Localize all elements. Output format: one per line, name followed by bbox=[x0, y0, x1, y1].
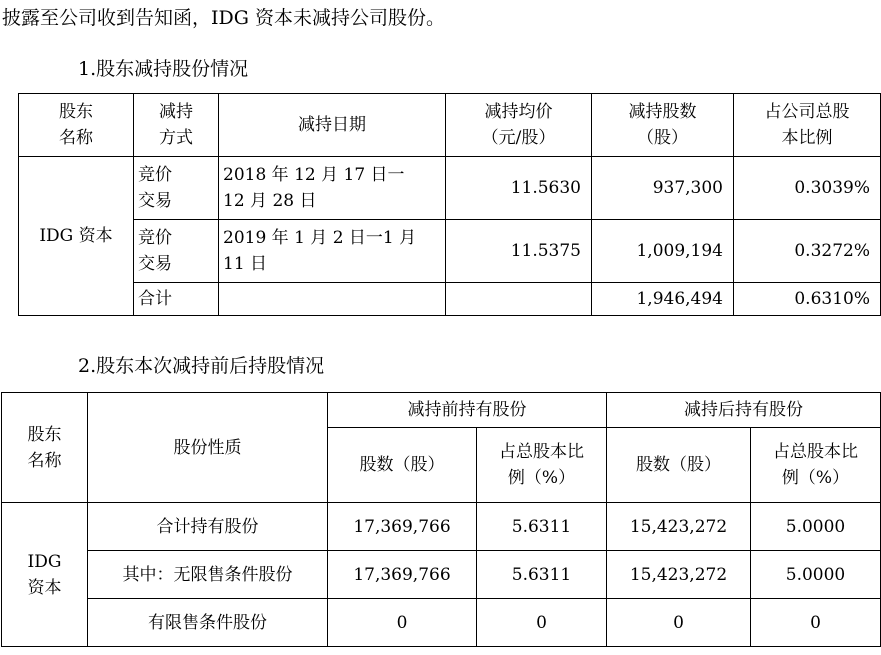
before-ratio-cell: 0 bbox=[477, 599, 607, 647]
nature-cell: 有限售条件股份 bbox=[88, 599, 328, 647]
header-before-shares: 股数（股） bbox=[328, 428, 477, 503]
before-shares-cell: 17,369,766 bbox=[328, 551, 477, 599]
before-shares-cell: 0 bbox=[328, 599, 477, 647]
total-date bbox=[219, 283, 446, 316]
after-ratio-cell: 0 bbox=[751, 599, 881, 647]
header-row bbox=[2, 393, 881, 428]
before-ratio-cell: 5.6311 bbox=[477, 503, 607, 551]
after-ratio-cell: 5.0000 bbox=[751, 551, 881, 599]
nature-cell: 合计持有股份 bbox=[88, 503, 328, 551]
method-cell: 竞价 交易 bbox=[134, 157, 219, 220]
total-shares: 1,946,494 bbox=[592, 283, 734, 316]
table-row bbox=[19, 220, 881, 283]
table-row bbox=[19, 157, 881, 220]
header-holder-name: 股东 名称 bbox=[19, 94, 134, 157]
intro-text: 披露至公司收到告知函，IDG 资本未减持公司股份。 bbox=[2, 7, 445, 29]
section2-title: 2.股东本次减持前后持股情况 bbox=[78, 355, 325, 377]
section1-title: 1.股东减持股份情况 bbox=[78, 58, 249, 80]
before-shares-cell: 17,369,766 bbox=[328, 503, 477, 551]
before-ratio-cell: 5.6311 bbox=[477, 551, 607, 599]
table-row bbox=[2, 503, 881, 551]
method-cell: 竞价 交易 bbox=[134, 220, 219, 283]
header-share-nature: 股份性质 bbox=[88, 393, 328, 503]
header-date: 减持日期 bbox=[219, 94, 446, 157]
reduction-table bbox=[18, 93, 881, 316]
header-row bbox=[19, 94, 881, 157]
ratio-cell: 0.3039% bbox=[734, 157, 881, 220]
header-holder-name: 股东 名称 bbox=[2, 393, 88, 503]
holding-table bbox=[1, 392, 881, 647]
total-price bbox=[446, 283, 592, 316]
header-after-shares: 股数（股） bbox=[607, 428, 751, 503]
table-row bbox=[2, 551, 881, 599]
date-cell: 2019 年 1 月 2 日一1 月 11 日 bbox=[219, 220, 446, 283]
ratio-cell: 0.3272% bbox=[734, 220, 881, 283]
header-after: 减持后持有股份 bbox=[607, 393, 881, 428]
header-shares: 减持股数 （股） bbox=[592, 94, 734, 157]
total-label: 合计 bbox=[134, 283, 219, 316]
price-cell: 11.5375 bbox=[446, 220, 592, 283]
holder-cell: IDG 资本 bbox=[19, 157, 134, 316]
after-shares-cell: 15,423,272 bbox=[607, 503, 751, 551]
shares-cell: 937,300 bbox=[592, 157, 734, 220]
holder-cell: IDG 资本 bbox=[2, 503, 88, 647]
shares-cell: 1,009,194 bbox=[592, 220, 734, 283]
date-cell: 2018 年 12 月 17 日一 12 月 28 日 bbox=[219, 157, 446, 220]
header-avg-price: 减持均价 （元/股） bbox=[446, 94, 592, 157]
after-shares-cell: 0 bbox=[607, 599, 751, 647]
after-shares-cell: 15,423,272 bbox=[607, 551, 751, 599]
header-before-ratio: 占总股本比 例（%） bbox=[477, 428, 607, 503]
total-row bbox=[19, 283, 881, 316]
after-ratio-cell: 5.0000 bbox=[751, 503, 881, 551]
header-ratio: 占公司总股 本比例 bbox=[734, 94, 881, 157]
nature-cell: 其中：无限售条件股份 bbox=[88, 551, 328, 599]
header-before: 减持前持有股份 bbox=[328, 393, 607, 428]
header-after-ratio: 占总股本比 例（%） bbox=[751, 428, 881, 503]
header-method: 减持 方式 bbox=[134, 94, 219, 157]
table-row bbox=[2, 599, 881, 647]
price-cell: 11.5630 bbox=[446, 157, 592, 220]
total-ratio: 0.6310% bbox=[734, 283, 881, 316]
